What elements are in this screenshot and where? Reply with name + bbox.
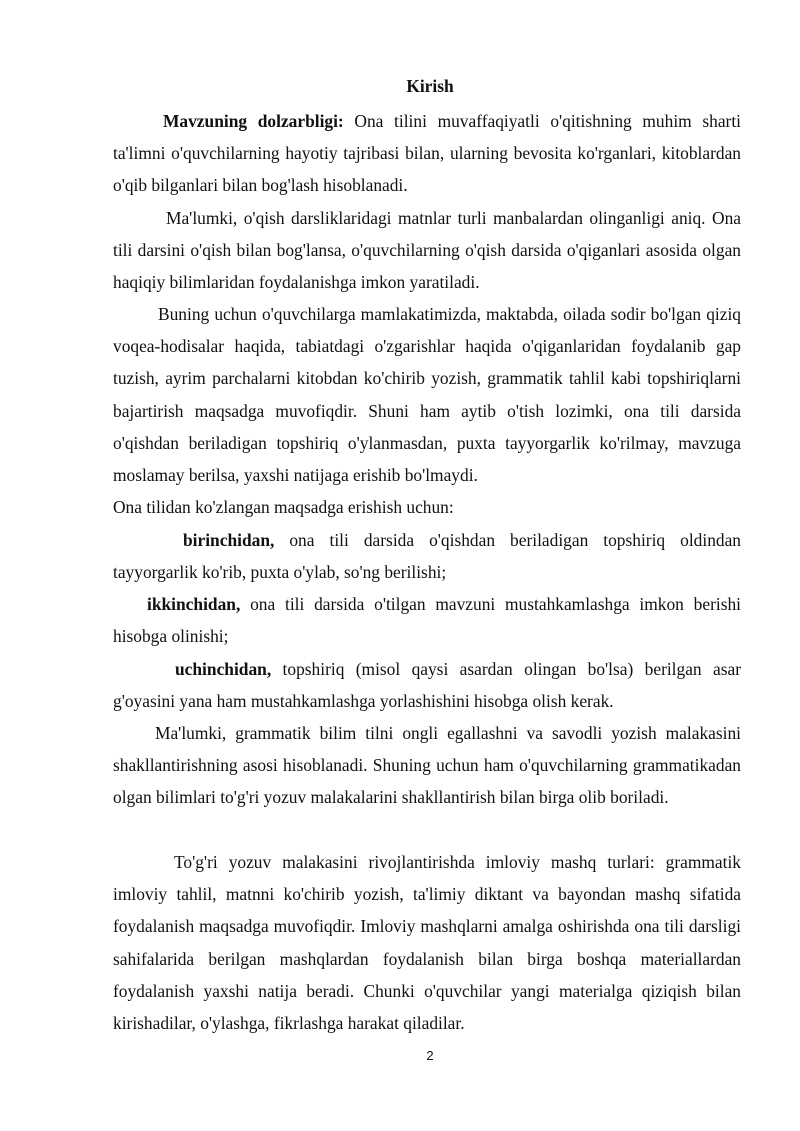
list-item-second [113, 588, 741, 652]
paragraph-grammar: Ma'lumki, grammatik bilim tilni ongli egallashni va savodli yozish malakasini shakllantirishning asosi hisoblanadi. Shuning uchun ham o'quvchilarning grammatikadan olgan bilimlari to'g'ri yozuv malakalarini shakllantirish bilan birga olib boriladi. [113, 723, 741, 808]
relevance-text: Ona tilini muvaffaqiyatli o'qitishning muhim sharti ta'limni o'quvchilarning hayotiy tajribasi bilan, ularning bevosita ko'rganlari, kitoblardan o'qib bilganlari bilan bog'lash hisoblanadi. [113, 111, 741, 196]
first-marker: birinchidan, [183, 530, 275, 550]
paragraph-known-texts: Ma'lumki, o'qish darsliklaridagi matnlar turli manbalardan olinganligi aniq. Ona tili darsini o'qish bilan bog'lansa, o'quvchilarning o'qish darsida o'qiganlari asosida olgan haqiqiy bilimlaridan foydalanishga imkon yaratiladi. [113, 208, 741, 293]
third-marker: uchinchidan, [175, 659, 272, 679]
relevance-heading: Mavzuning dolzarbligi: [163, 111, 344, 131]
second-marker: ikkinchidan, [147, 594, 241, 614]
paragraph-tasks: Buning uchun o'quvchilarga mamlakatimizda, maktabda, oilada sodir bo'lgan qiziq voqea-hodisalar haqida, tabiatdagi o'zgarishlar haqida o'qiganlaridan foydalanib gap tuzish, ayrim parchalarni kitobdan ko'chirib yozish, grammatik tahlil kabi topshiriqlarni bajartirish maqsadga muvofiqdir. Shuni ham aytib o'tish lozimki, ona tili darsida o'qishdan beriladigan topshiriq o'ylanmasdan, puxta tayyorgarlik ko'rilmay, mavzuga moslamay berilsa, yaxshi natijaga erishib bo'lmaydi. [113, 304, 741, 486]
paragraph-goal-intro: Ona tilidan ko'zlangan maqsadga erishish uchun: [113, 497, 454, 517]
page-title: Kirish [406, 76, 454, 96]
page-number: 2 [426, 1048, 434, 1063]
paragraph-spelling-exercises: To'g'ri yozuv malakasini rivojlantirishda imloviy mashq turlari: grammatik imloviy tahlil, matnni ko'chirib yozish, ta'limiy diktant va bayondan mashq sifatida foydalanish maqsadga muvofiqdir. Imloviy mashqlarni amalga oshirishda ona tili darsligi sahifalarida berilgan mashqlardan foydalanish bilan birga boshqa materiallardan foydalanish yaxshi natija beradi. Chunki o'quvchilar yangi materialga qiziqish bilan kirishadilar, o'ylashga, fikrlashga harakat qiladilar. [113, 852, 741, 1034]
list-item-first [113, 524, 741, 588]
first-text: ona tili darsida o'qishdan beriladigan topshiriq oldindan tayyorgarlik ko'rib, puxta o'ylab, so'ng berilishi; [113, 530, 741, 583]
list-item-third [113, 653, 741, 717]
second-text: ona tili darsida o'tilgan mavzuni mustahkamlashga imkon berishi hisobga olinishi; [113, 594, 741, 647]
third-text: topshiriq (misol qaysi asardan olingan bo'lsa) berilgan asar g'oyasini yana ham mustahkamlashga yorlashishini hisobga olish kerak. [113, 659, 741, 712]
paragraph-relevance [113, 105, 741, 202]
